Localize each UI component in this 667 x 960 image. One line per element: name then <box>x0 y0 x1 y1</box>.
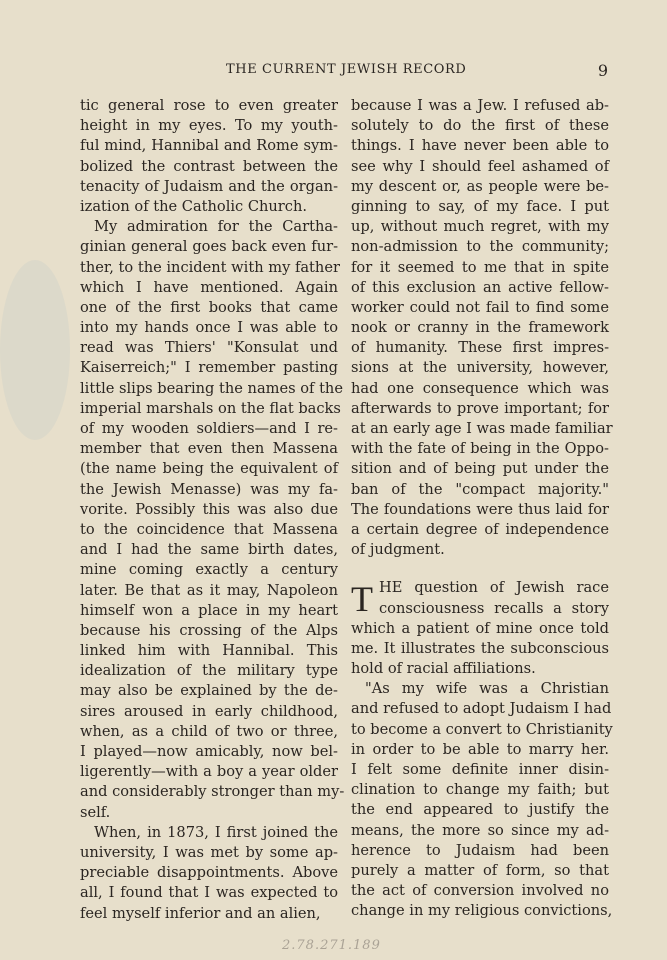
text-line: of this exclusion an active fellow- <box>351 278 609 296</box>
text-line: herence to Judaism had been <box>351 841 609 859</box>
paragraph-dropcap <box>351 578 609 618</box>
paragraph <box>351 96 613 560</box>
text-line: and refused to adopt Judaism I had <box>351 700 612 718</box>
text-line: My admiration for the Cartha- <box>94 218 338 236</box>
text-line: I played—now amicably, now bel- <box>80 743 338 760</box>
text-line: ginian general goes back even fur- <box>80 238 338 256</box>
paragraph <box>351 679 613 921</box>
text-line: The foundations were thus laid for <box>351 500 609 518</box>
text-line: bolized the contrast between the <box>80 157 338 175</box>
text-line: When, in 1873, I first joined the <box>94 823 338 841</box>
text-line: later. Be that as it may, Napoleon <box>80 581 338 599</box>
paragraph <box>351 619 609 680</box>
text-line: ginning to say, of my face. I put <box>351 197 609 215</box>
text-line: of humanity. These first impres- <box>351 339 609 357</box>
text-line: nook or cranny in the framework <box>351 319 609 337</box>
text-line: height in my eyes. To my youth- <box>80 117 338 135</box>
text-line: things. I have never been able to <box>351 137 609 155</box>
text-line: purely a matter of form, so that <box>351 861 609 879</box>
text-line: may also be explained by the de- <box>80 682 338 700</box>
text-line: ther, to the incident with my father <box>80 258 340 276</box>
text-line: preciable disappointments. Above <box>80 864 338 882</box>
text-line: ban of the "compact majority." <box>351 480 609 498</box>
text-line: mine coming exactly a century <box>80 561 338 579</box>
text-line: clination to change my faith; but <box>351 781 609 799</box>
text-line: means, the more so since my ad- <box>351 821 609 839</box>
text-line: afterwards to prove important; for <box>351 399 609 417</box>
text-line: worker could not fail to find some <box>351 298 609 316</box>
text-line: non-admission to the community; <box>351 238 609 256</box>
text-line: one of the first books that came <box>80 298 338 316</box>
text-line: little slips bearing the names of the <box>80 379 343 397</box>
text-line: which a patient of mine once told <box>351 619 609 637</box>
text-line: hold of racial affiliations. <box>351 660 536 678</box>
text-line: sires aroused in early childhood, <box>80 702 338 720</box>
text-line: Kaiserreich;" I remember pasting <box>80 359 338 377</box>
text-line: "As my wife was a Christian <box>365 680 609 698</box>
text-line: himself won a place in my heart <box>80 601 338 619</box>
text-line: to become a convert to Christianity <box>351 720 613 738</box>
text-line: ful mind, Hannibal and Rome sym- <box>80 137 338 155</box>
text-line: member that even then Massena <box>80 440 338 458</box>
text-line: a certain degree of independence <box>351 520 609 538</box>
text-line: feel myself inferior and an alien, <box>80 904 321 922</box>
text-line: for it seemed to me that in spite <box>351 258 609 276</box>
text-line: and considerably stronger than my- <box>80 783 345 801</box>
text-line: ligerently—with a boy a year older <box>80 763 338 781</box>
text-line: tenacity of Judaism and the organ- <box>80 177 338 195</box>
paragraph <box>80 823 338 924</box>
text-line: to the coincidence that Massena <box>80 520 338 538</box>
text-line: me. It illustrates the subconscious <box>351 639 609 657</box>
drop-cap: T <box>351 579 373 620</box>
text-line: when, as a child of two or three, <box>80 722 338 740</box>
text-line: HE question of Jewish race <box>379 579 609 597</box>
text-line: had one consequence which was <box>351 379 609 397</box>
page-header <box>78 62 608 84</box>
text-line: because his crossing of the Alps <box>80 621 338 639</box>
text-line: up, without much regret, with my <box>351 218 609 236</box>
text-line: university, I was met by some ap- <box>80 843 338 861</box>
running-title: THE CURRENT JEWISH RECORD <box>226 62 467 77</box>
page-number: 9 <box>597 61 608 80</box>
handwritten-catalog-number: 2.78.271.189 <box>282 938 381 953</box>
text-line: consciousness recalls a story <box>379 599 609 617</box>
text-line: idealization of the military type <box>80 662 338 680</box>
right-column <box>351 96 613 922</box>
text-line: read was Thiers' "Konsulat und <box>80 339 338 357</box>
text-line: of judgment. <box>351 541 445 559</box>
text-line: sition and of being put under the <box>351 460 609 478</box>
text-line: linked him with Hannibal. This <box>80 642 338 660</box>
text-line: tic general rose to even greater <box>80 97 338 114</box>
paragraph <box>80 217 345 823</box>
text-line: at an early age I was made familiar <box>351 420 613 437</box>
text-line: my descent or, as people were be- <box>351 177 609 195</box>
text-line: the end appeared to justify the <box>351 801 609 819</box>
text-line: change in my religious convictions, <box>351 902 613 920</box>
text-line: into my hands once I was able to <box>80 319 338 337</box>
text-line: because I was a Jew. I refused ab- <box>351 97 609 114</box>
text-line: ization of the Catholic Church. <box>80 197 307 215</box>
text-line: (the name being the equivalent of <box>80 460 338 478</box>
left-column <box>80 96 345 924</box>
text-line: the act of conversion involved no <box>351 882 609 900</box>
text-line: of my wooden soldiers—and I re- <box>80 420 338 437</box>
text-line: see why I should feel ashamed of <box>351 157 609 175</box>
text-line: in order to be able to marry her. <box>351 740 609 758</box>
text-line: self. <box>80 803 111 821</box>
text-line: vorite. Possibly this was also due <box>80 500 338 518</box>
text-line: with the fate of being in the Oppo- <box>351 440 609 458</box>
section-break <box>351 560 609 578</box>
text-line: which I have mentioned. Again <box>80 278 338 296</box>
text-line: all, I found that I was expected to <box>80 884 338 902</box>
text-line: I felt some definite inner disin- <box>351 761 609 778</box>
text-line: solutely to do the first of these <box>351 117 609 135</box>
paper-stain <box>0 260 70 440</box>
paragraph <box>80 96 338 217</box>
text-line: and I had the same birth dates, <box>80 541 338 559</box>
text-line: imperial marshals on the flat backs <box>80 399 341 417</box>
text-line: the Jewish Menasse) was my fa- <box>80 480 338 498</box>
text-line: sions at the university, however, <box>351 359 609 377</box>
